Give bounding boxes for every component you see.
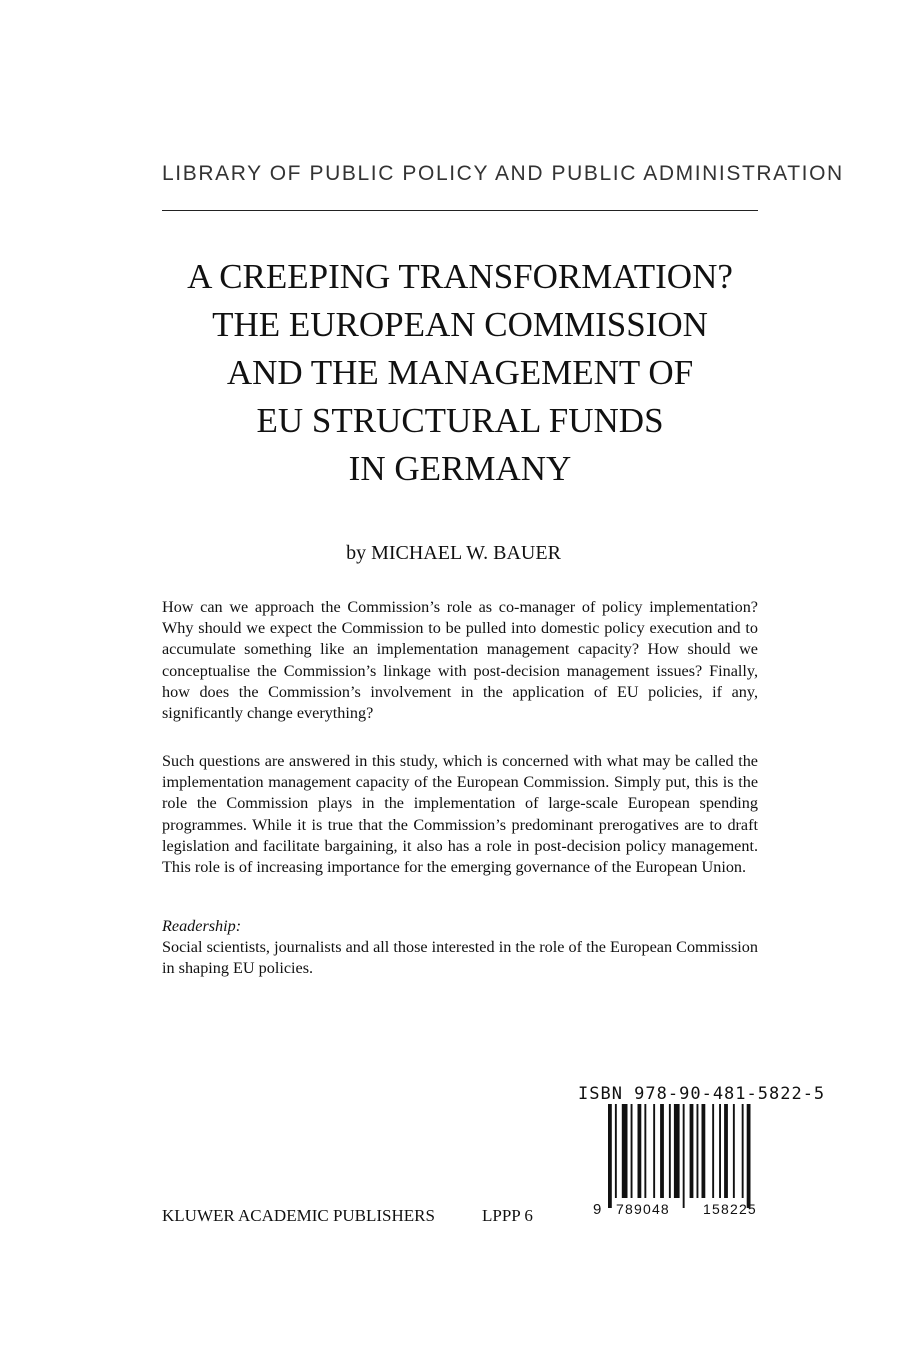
barcode-bar xyxy=(653,1104,655,1198)
isbn-number: ISBN 978-90-481-5822-5 xyxy=(578,1084,826,1104)
title-line: A CREEPING TRANSFORMATION? xyxy=(187,257,733,296)
barcode-bar xyxy=(702,1104,706,1198)
barcode-bar xyxy=(615,1104,617,1198)
barcode-bar xyxy=(742,1104,744,1198)
barcode-bar xyxy=(712,1104,714,1198)
readership-label: Readership: xyxy=(162,917,242,935)
barcode-bar xyxy=(631,1104,633,1198)
author-line: by MICHAEL W. BAUER xyxy=(346,542,561,564)
barcode-bar xyxy=(724,1104,728,1198)
publisher-name: KLUWER ACADEMIC PUBLISHERS xyxy=(162,1206,435,1225)
barcode-bar xyxy=(674,1104,680,1198)
title-line: IN GERMANY xyxy=(348,449,572,488)
barcode-bar xyxy=(644,1104,646,1198)
barcode-bar xyxy=(669,1104,671,1198)
barcode-bar xyxy=(638,1104,642,1198)
series-title: LIBRARY OF PUBLIC POLICY AND PUBLIC ADMINISTRATION xyxy=(162,162,844,185)
readership-section xyxy=(162,916,758,980)
barcode-bar xyxy=(683,1104,685,1208)
barcode-bar xyxy=(622,1104,628,1198)
barcode-bars xyxy=(608,1104,751,1208)
barcode-left-digits: 789048 xyxy=(616,1201,670,1217)
blurb-paragraph-1: How can we approach the Commission’s role as co-manager of policy implementation? Why should we expect the Commission to be pulled into domestic policy execution and to accumulate something like an implementation management capacity? How should we conceptualise the Commission’s linkage with post-decision management issues? Finally, how does the Commission’s involvement in the application of EU policies, if any, significantly change everything? xyxy=(162,598,758,723)
blurb-paragraph-2: Such questions are answered in this study, which is concerned with what may be called the implementation management capacity of the European Commission. Simply put, this is the role the Commission plays in the implementation of large-scale European spending programmes. While it is true that the Commission’s predominant prerogatives are to draft legislation and facilitate bargaining, it also has a role in post-decision policy management. This role is of increasing importance for the emerging governance of the European Union. xyxy=(162,752,758,877)
barcode xyxy=(592,1104,796,1218)
barcode-bar xyxy=(719,1104,721,1198)
title-line: THE EUROPEAN COMMISSION xyxy=(212,305,708,344)
barcode-right-digits: 158225 xyxy=(703,1201,757,1217)
barcode-bar xyxy=(697,1104,699,1198)
barcode-bar xyxy=(608,1104,612,1208)
title-line: AND THE MANAGEMENT OF xyxy=(226,353,694,392)
barcode-bar xyxy=(733,1104,735,1198)
book-title xyxy=(120,253,800,493)
series-code: LPPP 6 xyxy=(482,1206,533,1225)
header-rule xyxy=(162,210,758,211)
barcode-bar xyxy=(747,1104,751,1208)
title-line: EU STRUCTURAL FUNDS xyxy=(256,401,664,440)
readership-text: Social scientists, journalists and all those interested in the role of the European Commission in shaping EU policies. xyxy=(162,938,758,978)
barcode-lead-digit: 9 xyxy=(593,1201,602,1218)
barcode-bar xyxy=(660,1104,664,1198)
barcode-bar xyxy=(690,1104,694,1198)
